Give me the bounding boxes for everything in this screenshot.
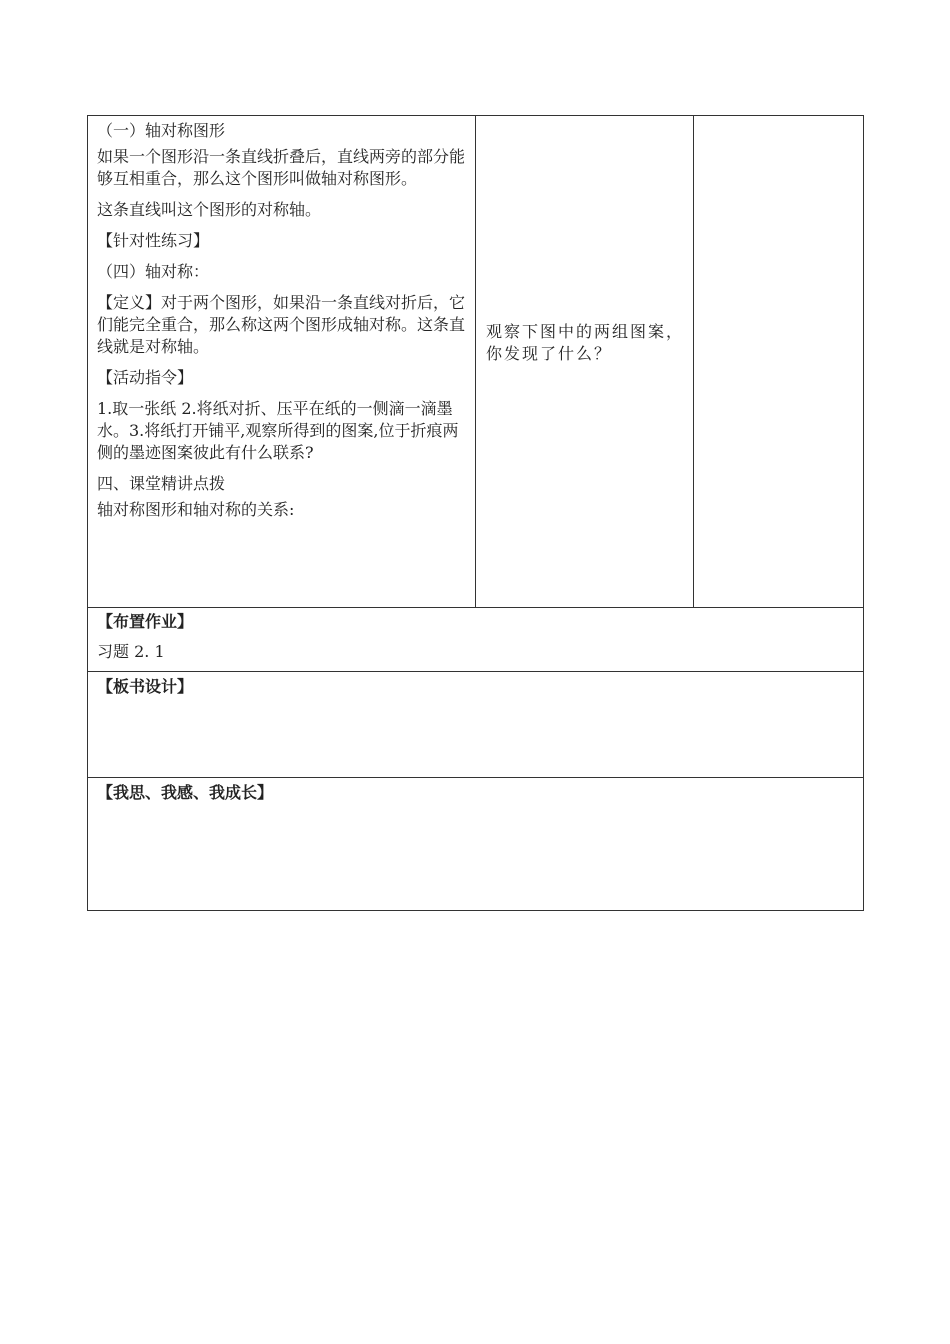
section-title-axial-symmetry: （四）轴对称： — [97, 262, 210, 281]
relationship-prompt: 轴对称图形和轴对称的关系: — [97, 500, 295, 519]
practice-heading: 【针对性练习】 — [97, 231, 210, 250]
section-title-lecture: 四、课堂精讲点拨 — [97, 474, 226, 493]
reflection-row — [88, 778, 864, 911]
homework-text: 习题 2. 1 — [97, 642, 165, 661]
homework-heading: 【布置作业】 — [97, 612, 194, 631]
section-title-axis-figure: （一）轴对称图形 — [97, 121, 226, 140]
lesson-plan-sheet — [87, 115, 863, 911]
homework-cell — [88, 608, 864, 672]
axial-symmetry-definition: 【定义】对于两个图形，如果沿一条直线对折后，它们能完全重合，那么称这两个图形成轴对称。这条直线就是对称轴。 — [97, 293, 466, 356]
board-design-heading: 【板书设计】 — [97, 677, 194, 696]
axis-figure-definition: 如果一个图形沿一条直线折叠后，直线两旁的部分能够互相重合，那么这个图形叫做轴对称图形。 — [97, 147, 466, 188]
reflection-cell — [88, 778, 864, 911]
student-activity-cell — [476, 116, 694, 608]
main-content-row — [88, 116, 864, 608]
teaching-content-cell — [88, 116, 476, 608]
axis-definition: 这条直线叫这个图形的对称轴。 — [97, 200, 322, 219]
observation-question: 观察下图中的两组图案，你发现了什么？ — [486, 321, 685, 363]
activity-heading: 【活动指令】 — [97, 368, 194, 387]
lesson-table — [87, 115, 864, 911]
board-design-row — [88, 672, 864, 778]
activity-instructions: 1.取一张纸 2.将纸对折、压平在纸的一侧滴一滴墨水。3.将纸打开铺平,观察所得到的图案,位于折痕两侧的墨迹图案彼此有什么联系? — [97, 399, 459, 462]
homework-row — [88, 608, 864, 672]
board-design-cell — [88, 672, 864, 778]
reflection-heading: 【我思、我感、我成长】 — [97, 783, 274, 802]
notes-cell — [694, 116, 864, 608]
